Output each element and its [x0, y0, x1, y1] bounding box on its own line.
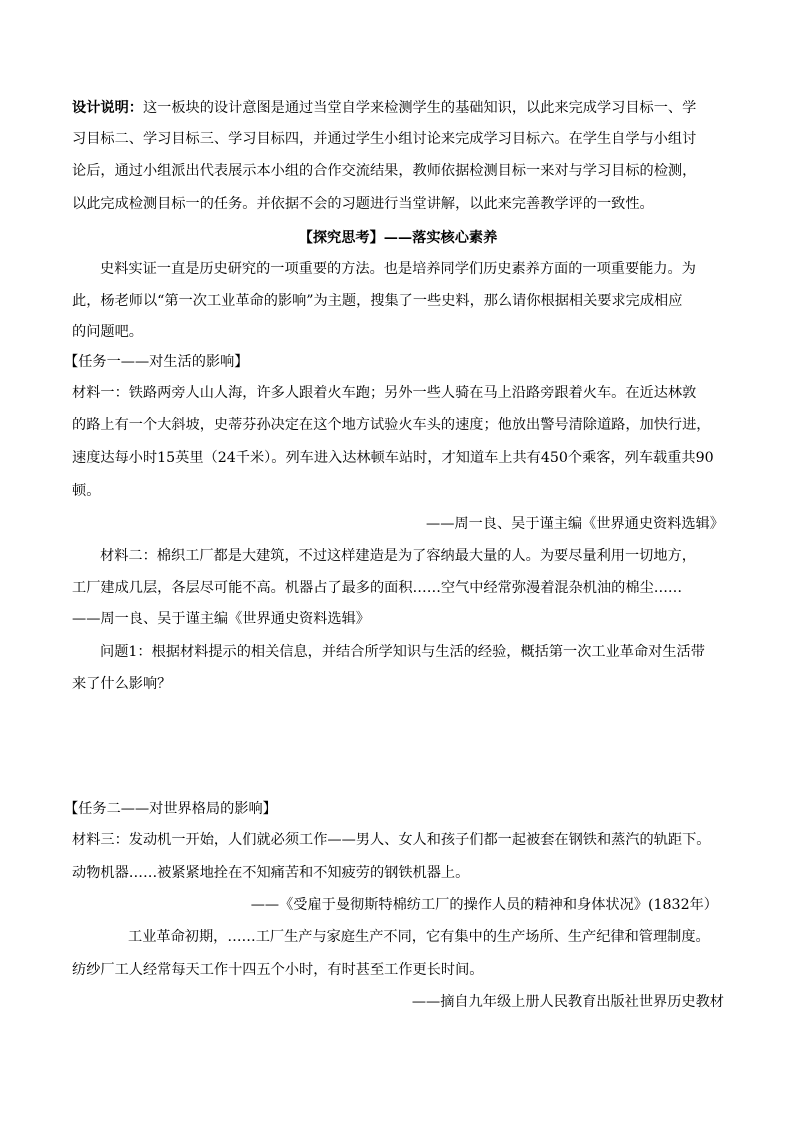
- material2-line-2: 工厂建成几层，各层尽可能不高。机器占了最多的面积……空气中经常弥漫着混杂机油的棉尘……: [72, 580, 683, 596]
- material4-source: ——摘自九年级上册人民教育出版社世界历史教材: [411, 994, 724, 1010]
- material2-source: ——周一良、吴于谨主编《世界通史资料选辑》: [72, 611, 370, 627]
- task2-title: 【任务二——对世界格局的影响】: [64, 801, 277, 817]
- material2-line-1: 材料二：棉织工厂都是大建筑，不过这样建造是为了容纳最大量的人。为要尽量利用一切地方，: [100, 548, 696, 564]
- material3-line-2: 动物机器……被紧紧地拴在不知痛苦和不知疲劳的钢铁机器上。: [72, 865, 470, 881]
- question1-line-1: 问题1：根据材料提示的相关信息，并结合所学知识与生活的经验，概括第一次工业革命对生活带: [100, 644, 705, 660]
- intro-line-3: 的问题吧。: [72, 324, 143, 340]
- task1-title: 【任务一——对生活的影响】: [64, 354, 249, 370]
- design-note-line-4: 以此完成检测目标一的任务。并依据不会的习题进行当堂讲解，以此来完善教学评的一致性。: [72, 196, 654, 212]
- design-note-line-1: [72, 98, 724, 118]
- material4-line-2: 纺纱厂工人经常每天工作十四五个小时，有时甚至工作更长时间。: [72, 962, 484, 978]
- design-note-line-2: 习目标二、学习目标三、学习目标四，并通过学生小组讨论来完成学习目标六。在学生自学与小组讨: [72, 131, 697, 147]
- material1-line-2: 的路上有一个大斜坡，史蒂芬孙决定在这个地方试验火车头的速度；他放出警号清除道路，加快行进，: [72, 417, 711, 433]
- question1-line-2: 来了什么影响？: [72, 676, 172, 692]
- design-note-label: 设计说明：: [72, 100, 143, 116]
- intro-line-2: 此，杨老师以“第一次工业革命的影响”为主题，搜集了一些史料，那么请你根据相关要求完成相应: [72, 293, 683, 309]
- material4-line-1: 工业革命初期，……工厂生产与家庭生产不同，它有集中的生产场所、生产纪律和管理制度。: [128, 929, 710, 945]
- design-note-text: 这一板块的设计意图是通过当堂自学来检测学生的基础知识，以此来完成学习目标一、学: [142, 100, 697, 116]
- material3-line-1: 材料三：发动机一开始，人们就必须工作——男人、女人和孩子们都一起被套在钢铁和蒸汽的轨距下。: [72, 832, 711, 848]
- material1-line-3: 速度达每小时15英里（24千米）。列车进入达林顿车站时，才知道车上共有450个乘客，列车载重共90: [72, 450, 714, 466]
- material1-line-1: 材料一：铁路两旁人山人海，许多人跟着火车跑；另外一些人骑在马上沿路旁跟着火车。在近达林敦: [72, 385, 697, 401]
- material1-line-4: 顿。: [72, 483, 101, 499]
- design-note-line-3: 论后，通过小组派出代表展示本小组的合作交流结果，教师依据检测目标一来对与学习目标的检测，: [72, 163, 697, 179]
- material1-source: ——周一良、吴于谨主编《世界通史资料选辑》: [426, 516, 724, 532]
- intro-line-1: 史料实证一直是历史研究的一项重要的方法。也是培养同学们历史素养方面的一项重要能力。为: [100, 261, 696, 277]
- material3-source: ——《受雇于曼彻斯特棉纺工厂的操作人员的精神和身体状况》(1832年）: [250, 897, 718, 913]
- section-title: 【探究思考】——落实核心素养: [298, 230, 498, 246]
